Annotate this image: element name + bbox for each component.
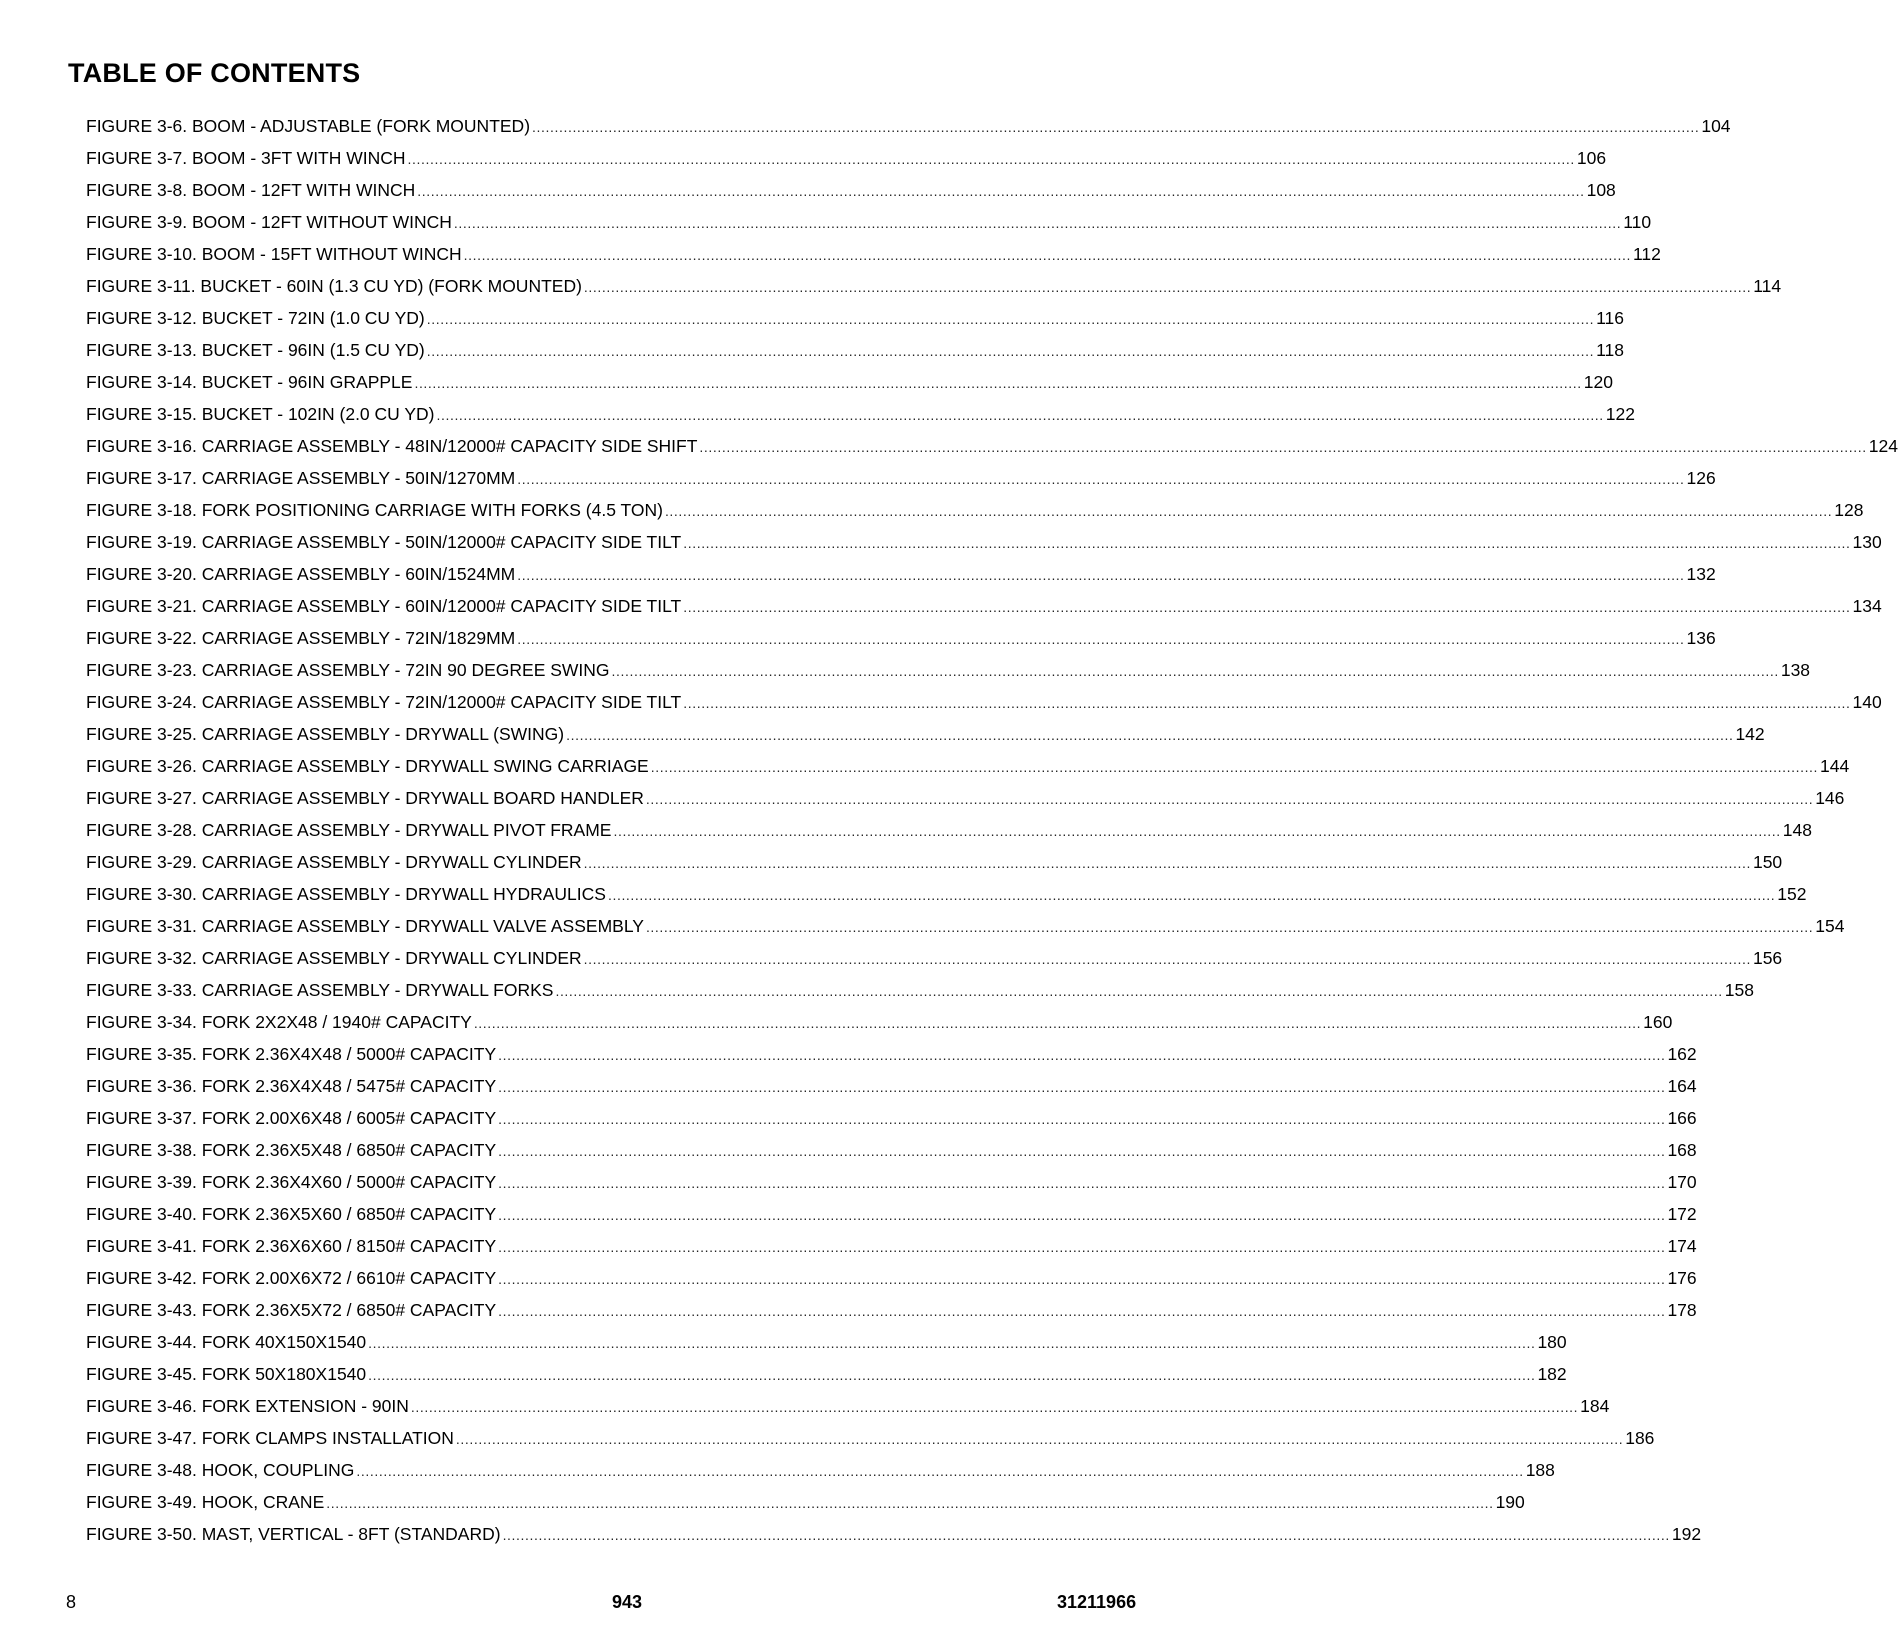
toc-entry-label: FIGURE 3-48. HOOK, COUPLING: [86, 1460, 355, 1480]
toc-entry-label: FIGURE 3-36. FORK 2.36X4X48 / 5475# CAPACITY: [86, 1076, 497, 1096]
toc-dot-leader: ....................................................................................................................................................................................................................................................................: [326, 1495, 1494, 1511]
toc-dot-leader: ....................................................................................................................................................................................................................................................................: [498, 1239, 1666, 1255]
toc-dot-leader: ....................................................................................................................................................................................................................................................................: [645, 791, 1814, 807]
toc-dot-leader: ....................................................................................................................................................................................................................................................................: [368, 1367, 1536, 1383]
toc-entry-page: 178: [1667, 1300, 1697, 1320]
toc-dot-leader: ....................................................................................................................................................................................................................................................................: [611, 663, 1779, 679]
toc-entry-page: 176: [1667, 1268, 1697, 1288]
toc-entry-label: FIGURE 3-22. CARRIAGE ASSEMBLY - 72IN/1829MM: [86, 628, 516, 648]
toc-entry-page: 148: [1782, 820, 1812, 840]
toc-entry-label: FIGURE 3-42. FORK 2.00X6X72 / 6610# CAPACITY: [86, 1268, 497, 1288]
toc-entry[interactable]: [86, 1294, 1697, 1326]
toc-entry[interactable]: [86, 1134, 1697, 1166]
toc-entry[interactable]: [86, 1006, 1673, 1038]
toc-entry[interactable]: [86, 398, 1635, 430]
toc-entry[interactable]: [86, 1198, 1697, 1230]
toc-entry-page: 144: [1820, 756, 1850, 776]
toc-entry-page: 106: [1576, 148, 1607, 168]
toc-entry-label: FIGURE 3-19. CARRIAGE ASSEMBLY - 50IN/12000# CAPACITY SIDE TILT: [86, 532, 682, 552]
toc-dot-leader: ....................................................................................................................................................................................................................................................................: [498, 1079, 1666, 1095]
toc-entry-page: 172: [1667, 1204, 1697, 1224]
toc-entry-label: FIGURE 3-8. BOOM - 12FT WITH WINCH: [86, 180, 416, 200]
toc-entry[interactable]: [86, 1102, 1697, 1134]
toc-entry[interactable]: [86, 1486, 1525, 1518]
toc-entry-page: 122: [1605, 404, 1635, 424]
toc-dot-leader: ....................................................................................................................................................................................................................................................................: [498, 1207, 1666, 1223]
toc-entry-page: 108: [1586, 180, 1616, 200]
toc-entry-label: FIGURE 3-13. BUCKET - 96IN (1.5 CU YD): [86, 340, 425, 360]
toc-entry-page: 142: [1735, 724, 1765, 744]
toc-dot-leader: ....................................................................................................................................................................................................................................................................: [498, 1143, 1666, 1159]
toc-entry-page: 114: [1753, 276, 1782, 296]
toc-entry-page: 184: [1580, 1396, 1610, 1416]
toc-entry-label: FIGURE 3-49. HOOK, CRANE: [86, 1492, 325, 1512]
toc-entry-label: FIGURE 3-9. BOOM - 12FT WITHOUT WINCH: [86, 212, 452, 232]
toc-dot-leader: ....................................................................................................................................................................................................................................................................: [407, 151, 1575, 167]
toc-entry[interactable]: [86, 910, 1845, 942]
toc-entry[interactable]: [86, 526, 1882, 558]
toc-dot-leader: ....................................................................................................................................................................................................................................................................: [473, 1015, 1642, 1031]
toc-entry-label: FIGURE 3-29. CARRIAGE ASSEMBLY - DRYWALL CYLINDER: [86, 852, 582, 872]
toc-entry-label: FIGURE 3-18. FORK POSITIONING CARRIAGE WITH FORKS (4.5 TON): [86, 500, 663, 520]
toc-entry-label: FIGURE 3-34. FORK 2X2X48 / 1940# CAPACITY: [86, 1012, 472, 1032]
toc-entry[interactable]: [86, 942, 1783, 974]
toc-entry-page: 168: [1667, 1140, 1697, 1160]
toc-entry[interactable]: [86, 846, 1783, 878]
toc-dot-leader: ....................................................................................................................................................................................................................................................................: [498, 1111, 1666, 1127]
toc-entry[interactable]: [86, 462, 1716, 494]
toc-entry-page: 112: [1632, 244, 1661, 264]
toc-entry-page: 138: [1780, 660, 1811, 680]
toc-entry-label: FIGURE 3-26. CARRIAGE ASSEMBLY - DRYWALL SWING CARRIAGE: [86, 756, 649, 776]
toc-entry-label: FIGURE 3-30. CARRIAGE ASSEMBLY - DRYWALL HYDRAULICS: [86, 884, 606, 904]
toc-entry-page: 192: [1671, 1524, 1702, 1544]
toc-entry-page: 130: [1852, 532, 1882, 552]
toc-dot-leader: ....................................................................................................................................................................................................................................................................: [498, 1303, 1666, 1319]
toc-entry[interactable]: [86, 1358, 1567, 1390]
toc-dot-leader: ....................................................................................................................................................................................................................................................................: [650, 759, 1819, 775]
toc-dot-leader: ....................................................................................................................................................................................................................................................................: [426, 343, 1595, 359]
toc-dot-leader: ....................................................................................................................................................................................................................................................................: [555, 983, 1723, 999]
toc-entry-label: FIGURE 3-21. CARRIAGE ASSEMBLY - 60IN/12000# CAPACITY SIDE TILT: [86, 596, 682, 616]
toc-dot-leader: ....................................................................................................................................................................................................................................................................: [368, 1335, 1536, 1351]
toc-entry-page: 150: [1752, 852, 1783, 872]
toc-entry[interactable]: [86, 718, 1765, 750]
toc-entry[interactable]: [86, 1230, 1697, 1262]
toc-entry-page: 116: [1596, 308, 1624, 328]
toc-entry-label: FIGURE 3-43. FORK 2.36X5X72 / 6850# CAPACITY: [86, 1300, 497, 1320]
toc-entry[interactable]: [86, 654, 1811, 686]
toc-entry-label: FIGURE 3-32. CARRIAGE ASSEMBLY - DRYWALL CYLINDER: [86, 948, 582, 968]
toc-entry-label: FIGURE 3-31. CARRIAGE ASSEMBLY - DRYWALL VALVE ASSEMBLY: [86, 916, 644, 936]
toc-entry-label: FIGURE 3-44. FORK 40X150X1540: [86, 1332, 367, 1352]
toc-entry-label: FIGURE 3-17. CARRIAGE ASSEMBLY - 50IN/1270MM: [86, 468, 516, 488]
toc-entry-label: FIGURE 3-38. FORK 2.36X5X48 / 6850# CAPACITY: [86, 1140, 497, 1160]
toc-entry-label: FIGURE 3-45. FORK 50X180X1540: [86, 1364, 367, 1384]
toc-entry-page: 124: [1868, 436, 1898, 456]
toc-entry-label: FIGURE 3-15. BUCKET - 102IN (2.0 CU YD): [86, 404, 435, 424]
toc-dot-leader: ....................................................................................................................................................................................................................................................................: [426, 311, 1595, 327]
toc-entry[interactable]: [86, 1262, 1697, 1294]
toc-dot-leader: ....................................................................................................................................................................................................................................................................: [498, 1047, 1666, 1063]
toc-entry-page: 140: [1852, 692, 1882, 712]
toc-dot-leader: ....................................................................................................................................................................................................................................................................: [664, 503, 1833, 519]
toc-entry-page: 170: [1667, 1172, 1697, 1192]
toc-entry[interactable]: [86, 1518, 1702, 1550]
toc-entry[interactable]: [86, 1326, 1567, 1358]
toc-entry[interactable]: [86, 558, 1716, 590]
toc-entry[interactable]: [86, 366, 1613, 398]
toc-entry-label: FIGURE 3-14. BUCKET - 96IN GRAPPLE: [86, 372, 413, 392]
toc-entry-page: 136: [1686, 628, 1716, 648]
toc-entry[interactable]: [86, 1166, 1697, 1198]
toc-entry[interactable]: [86, 206, 1652, 238]
toc-entry-label: FIGURE 3-16. CARRIAGE ASSEMBLY - 48IN/12000# CAPACITY SIDE SHIFT: [86, 436, 698, 456]
toc-entry-label: FIGURE 3-27. CARRIAGE ASSEMBLY - DRYWALL BOARD HANDLER: [86, 788, 644, 808]
toc-entry-page: 132: [1686, 564, 1716, 584]
toc-dot-leader: ....................................................................................................................................................................................................................................................................: [583, 855, 1751, 871]
toc-entry-page: 186: [1625, 1428, 1655, 1448]
toc-entry-page: 128: [1834, 500, 1864, 520]
toc-entry-label: FIGURE 3-46. FORK EXTENSION - 90IN: [86, 1396, 409, 1416]
toc-entry-page: 126: [1686, 468, 1716, 488]
toc-entry-page: 164: [1667, 1076, 1697, 1096]
toc-dot-leader: ....................................................................................................................................................................................................................................................................: [566, 727, 1734, 743]
toc-entry-page: 110: [1623, 212, 1652, 232]
toc-entry-page: 166: [1667, 1108, 1697, 1128]
toc-entry-label: FIGURE 3-11. BUCKET - 60IN (1.3 CU YD) (FORK MOUNTED): [86, 276, 582, 296]
toc-entry-page: 120: [1583, 372, 1613, 392]
toc-entry-label: FIGURE 3-39. FORK 2.36X4X60 / 5000# CAPACITY: [86, 1172, 497, 1192]
toc-entry-label: FIGURE 3-6. BOOM - ADJUSTABLE (FORK MOUNTED): [86, 116, 531, 136]
toc-entry-page: 152: [1777, 884, 1807, 904]
toc-entry[interactable]: [86, 494, 1864, 526]
toc-list: [86, 110, 1898, 1550]
toc-dot-leader: ....................................................................................................................................................................................................................................................................: [498, 1175, 1666, 1191]
toc-entry-page: 154: [1815, 916, 1845, 936]
toc-entry-label: FIGURE 3-10. BOOM - 15FT WITHOUT WINCH: [86, 244, 462, 264]
page-title: TABLE OF CONTENTS: [68, 58, 361, 88]
toc-dot-leader: ....................................................................................................................................................................................................................................................................: [502, 1527, 1670, 1543]
toc-entry[interactable]: [86, 1422, 1655, 1454]
toc-dot-leader: ....................................................................................................................................................................................................................................................................: [683, 535, 1851, 551]
toc-entry[interactable]: [86, 782, 1845, 814]
toc-entry[interactable]: [86, 302, 1624, 334]
toc-dot-leader: ....................................................................................................................................................................................................................................................................: [463, 247, 1631, 263]
toc-dot-leader: ....................................................................................................................................................................................................................................................................: [699, 439, 1867, 455]
toc-entry-page: 180: [1537, 1332, 1567, 1352]
toc-entry[interactable]: [86, 878, 1807, 910]
toc-entry[interactable]: [86, 1070, 1697, 1102]
toc-dot-leader: ....................................................................................................................................................................................................................................................................: [517, 631, 1685, 647]
toc-entry-page: 162: [1667, 1044, 1697, 1064]
toc-entry[interactable]: [86, 1454, 1555, 1486]
toc-dot-leader: ....................................................................................................................................................................................................................................................................: [683, 599, 1851, 615]
toc-entry[interactable]: [86, 622, 1716, 654]
toc-entry-label: FIGURE 3-12. BUCKET - 72IN (1.0 CU YD): [86, 308, 425, 328]
toc-entry-page: 104: [1701, 116, 1731, 136]
toc-entry[interactable]: [86, 590, 1882, 622]
toc-entry[interactable]: [86, 814, 1812, 846]
toc-entry-label: FIGURE 3-20. CARRIAGE ASSEMBLY - 60IN/1524MM: [86, 564, 516, 584]
toc-entry-label: FIGURE 3-35. FORK 2.36X4X48 / 5000# CAPACITY: [86, 1044, 497, 1064]
footer-page-number: 8: [66, 1592, 77, 1612]
toc-entry-page: 174: [1667, 1236, 1697, 1256]
toc-entry[interactable]: [86, 238, 1661, 270]
toc-entry[interactable]: [86, 430, 1898, 462]
toc-entry-label: FIGURE 3-40. FORK 2.36X5X60 / 6850# CAPACITY: [86, 1204, 497, 1224]
toc-dot-leader: ....................................................................................................................................................................................................................................................................: [607, 887, 1776, 903]
toc-entry[interactable]: [86, 334, 1624, 366]
toc-entry-label: FIGURE 3-37. FORK 2.00X6X48 / 6005# CAPACITY: [86, 1108, 497, 1128]
toc-entry[interactable]: [86, 750, 1850, 782]
toc-entry-page: 190: [1495, 1492, 1525, 1512]
toc-entry-page: 182: [1537, 1364, 1567, 1384]
toc-entry-label: FIGURE 3-23. CARRIAGE ASSEMBLY - 72IN 90 DEGREE SWING: [86, 660, 610, 680]
toc-entry-label: FIGURE 3-50. MAST, VERTICAL - 8FT (STANDARD): [86, 1524, 501, 1544]
toc-entry[interactable]: [86, 974, 1754, 1006]
toc-dot-leader: ....................................................................................................................................................................................................................................................................: [583, 951, 1751, 967]
toc-dot-leader: ....................................................................................................................................................................................................................................................................: [517, 471, 1685, 487]
toc-dot-leader: ....................................................................................................................................................................................................................................................................: [517, 567, 1685, 583]
toc-entry-label: FIGURE 3-7. BOOM - 3FT WITH WINCH: [86, 148, 406, 168]
toc-entry[interactable]: [86, 110, 1731, 142]
toc-entry-page: 188: [1525, 1460, 1555, 1480]
toc-entry[interactable]: [86, 686, 1882, 718]
toc-entry-page: 158: [1724, 980, 1754, 1000]
toc-entry[interactable]: [86, 1038, 1697, 1070]
toc-entry-page: 156: [1752, 948, 1783, 968]
toc-dot-leader: ....................................................................................................................................................................................................................................................................: [683, 695, 1851, 711]
toc-dot-leader: ....................................................................................................................................................................................................................................................................: [583, 279, 1752, 295]
toc-dot-leader: ....................................................................................................................................................................................................................................................................: [645, 919, 1814, 935]
footer-document-number: 31211966: [1057, 1592, 1137, 1612]
toc-entry-page: 118: [1596, 340, 1624, 360]
toc-dot-leader: ....................................................................................................................................................................................................................................................................: [453, 215, 1622, 231]
toc-dot-leader: ....................................................................................................................................................................................................................................................................: [613, 823, 1781, 839]
toc-entry[interactable]: [86, 1390, 1610, 1422]
toc-dot-leader: ....................................................................................................................................................................................................................................................................: [410, 1399, 1579, 1415]
toc-dot-leader: ....................................................................................................................................................................................................................................................................: [356, 1463, 1524, 1479]
toc-entry-label: FIGURE 3-33. CARRIAGE ASSEMBLY - DRYWALL FORKS: [86, 980, 554, 1000]
toc-entry-label: FIGURE 3-24. CARRIAGE ASSEMBLY - 72IN/12000# CAPACITY SIDE TILT: [86, 692, 682, 712]
toc-entry[interactable]: [86, 270, 1782, 302]
toc-dot-leader: ....................................................................................................................................................................................................................................................................: [532, 119, 1700, 135]
toc-dot-leader: ....................................................................................................................................................................................................................................................................: [498, 1271, 1666, 1287]
toc-entry-label: FIGURE 3-47. FORK CLAMPS INSTALLATION: [86, 1428, 454, 1448]
footer-center-code: 943: [612, 1592, 643, 1612]
toc-dot-leader: ....................................................................................................................................................................................................................................................................: [455, 1431, 1624, 1447]
toc-entry[interactable]: [86, 142, 1607, 174]
toc-dot-leader: ....................................................................................................................................................................................................................................................................: [414, 375, 1582, 391]
toc-entry-label: FIGURE 3-25. CARRIAGE ASSEMBLY - DRYWALL (SWING): [86, 724, 565, 744]
toc-entry-page: 160: [1643, 1012, 1673, 1032]
toc-dot-leader: ....................................................................................................................................................................................................................................................................: [417, 183, 1585, 199]
toc-entry-page: 146: [1815, 788, 1845, 808]
toc-entry-label: FIGURE 3-28. CARRIAGE ASSEMBLY - DRYWALL PIVOT FRAME: [86, 820, 612, 840]
toc-dot-leader: ....................................................................................................................................................................................................................................................................: [436, 407, 1604, 423]
toc-entry-page: 134: [1852, 596, 1882, 616]
toc-entry-label: FIGURE 3-41. FORK 2.36X6X60 / 8150# CAPACITY: [86, 1236, 497, 1256]
toc-entry[interactable]: [86, 174, 1616, 206]
